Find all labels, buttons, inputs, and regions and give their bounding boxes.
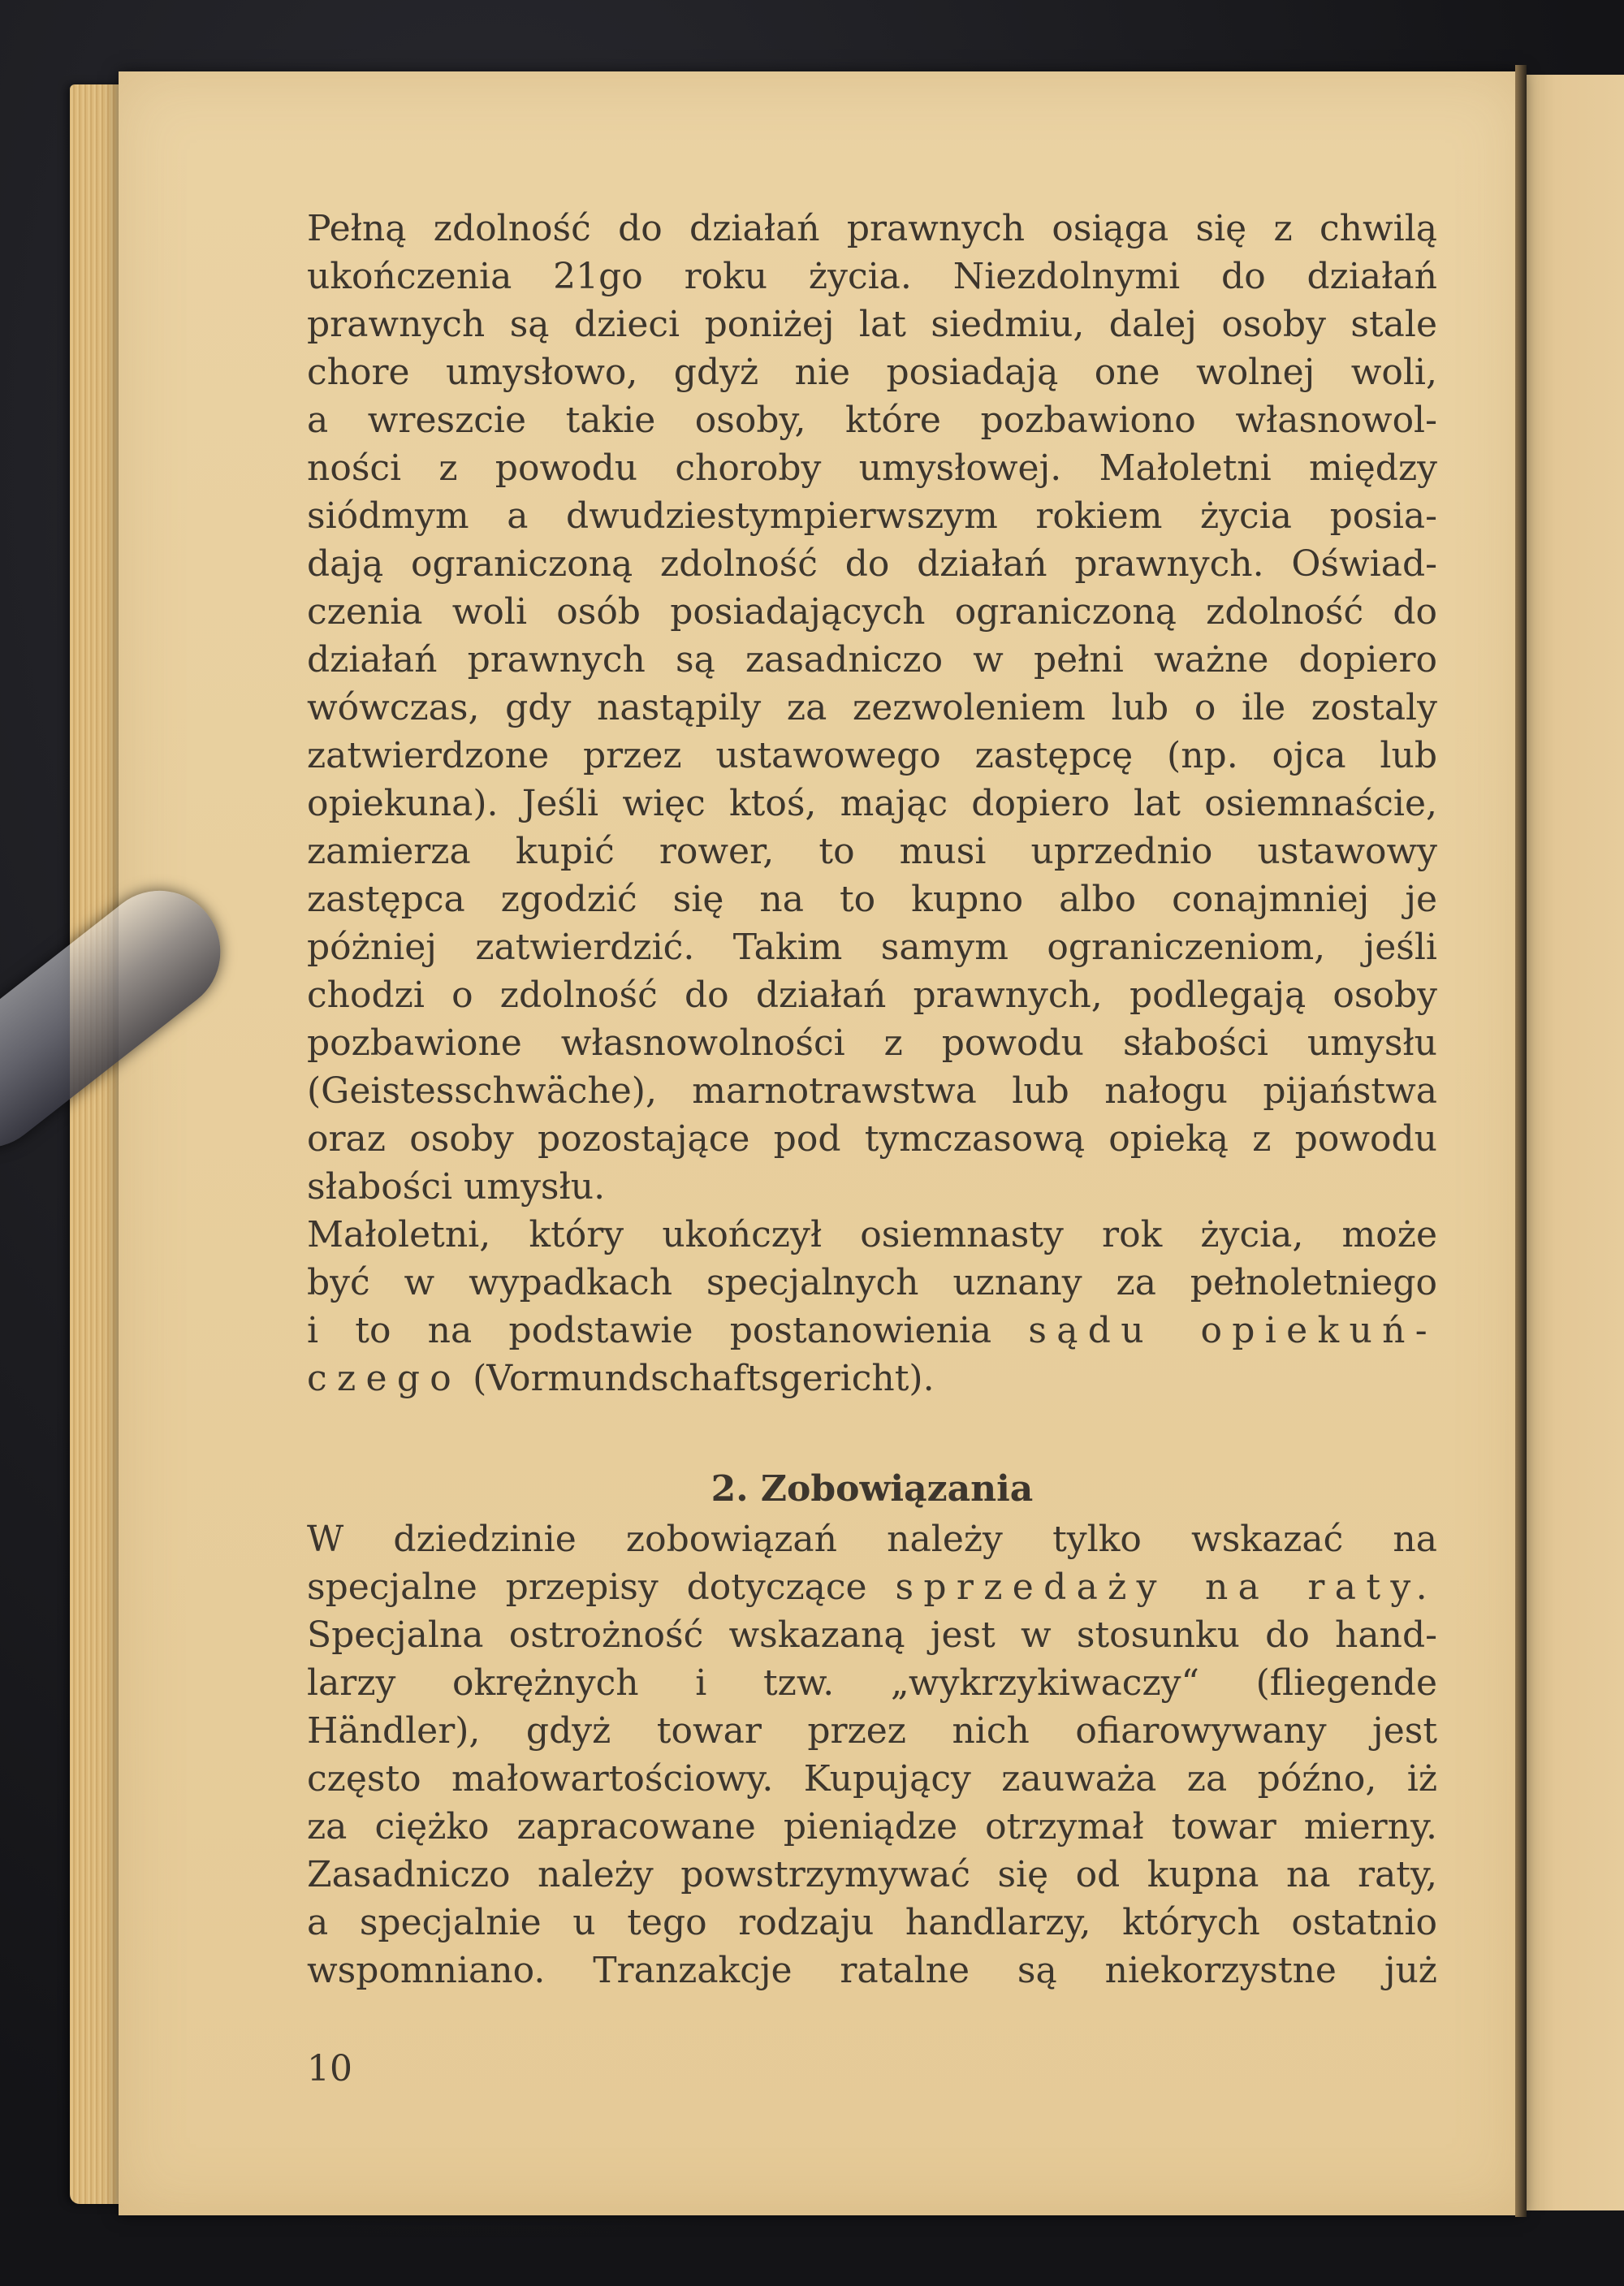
text-line: Händler), gdyż towar przez nich ofiarowywany jest bbox=[307, 1710, 1437, 1752]
paragraph-2 bbox=[307, 1211, 1437, 1402]
text-line bbox=[307, 1307, 1437, 1355]
text-line: Zasadniczo należy powstrzymywać się od kupna na raty, bbox=[307, 1854, 1437, 1895]
body-text bbox=[307, 205, 1437, 1402]
text-line: pozbawione własnowolności z powodu słabości umysłu bbox=[307, 1022, 1437, 1064]
text-line: póżniej zatwierdzić. Takim samym ograniczeniom, jeśli bbox=[307, 927, 1437, 968]
spine-shadow bbox=[1515, 65, 1527, 2217]
text-line: chore umysłowo, gdyż nie posiadają one wolnej woli, bbox=[307, 352, 1437, 393]
spaced-text: sprzedaży na raty. bbox=[895, 1566, 1437, 1608]
text-segment: i to na podstawie postanowienia bbox=[307, 1310, 992, 1351]
text-line: często małowartościowy. Kupujący zauważa za późno, iż bbox=[307, 1758, 1437, 1800]
text-line: czenia woli osób posiadających ograniczoną zdolność do bbox=[307, 591, 1437, 633]
text-line: opiekuna). Jeśli więc ktoś, mając dopiero lat osiemnaście, bbox=[307, 783, 1437, 824]
text-line: działań prawnych są zasadniczo w pełni ważne dopiero bbox=[307, 639, 1437, 681]
paragraph-1 bbox=[307, 205, 1437, 1211]
text-line: ukończenia 21go roku życia. Niezdolnymi do działań bbox=[307, 256, 1437, 297]
text-line: larzy okrężnych i tzw. „wykrzykiwaczy“ (fliegende bbox=[307, 1662, 1437, 1704]
text-line: słabości umysłu. bbox=[307, 1166, 606, 1208]
text-line: ności z powodu choroby umysłowej. Małoletni między bbox=[307, 447, 1437, 489]
text-line: siódmym a dwudziestympierwszym rokiem życia posia- bbox=[307, 495, 1437, 537]
text-line: Pełną zdolność do działań prawnych osiąga się z chwilą bbox=[307, 208, 1437, 249]
text-line: wówczas, gdy nastąpily za zezwoleniem lub o ile zostaly bbox=[307, 687, 1437, 728]
text-line: Małoletni, który ukończył osiemnasty rok życia, może bbox=[307, 1214, 1437, 1255]
text-line: a specjalnie u tego rodzaju handlarzy, których ostatnio bbox=[307, 1902, 1437, 1943]
text-segment: specjalne przepisy dotyczące bbox=[307, 1566, 867, 1608]
text-line: prawnych są dzieci poniżej lat siedmiu, dalej osoby stale bbox=[307, 304, 1437, 345]
section-heading: 2. Zobowiązania bbox=[710, 1468, 1034, 1510]
facing-page-edge bbox=[1527, 75, 1624, 2210]
text-line bbox=[307, 1355, 1437, 1402]
body-text-2 bbox=[307, 1515, 1437, 1994]
text-line: W dziedzinie zobowiązań należy tylko wskazać na bbox=[307, 1519, 1437, 1560]
text-line: być w wypadkach specjalnych uznany za pełnoletniego bbox=[307, 1262, 1437, 1303]
text-line: a wreszcie takie osoby, które pozbawiono własnowol- bbox=[307, 400, 1437, 441]
page-number: 10 bbox=[307, 2048, 352, 2089]
text-segment: (Vormundschaftsgericht). bbox=[473, 1358, 935, 1399]
text-line: zastępca zgodzić się na to kupno albo conajmniej je bbox=[307, 879, 1437, 920]
text-line: oraz osoby pozostające pod tymczasową opieką z powodu bbox=[307, 1118, 1437, 1160]
text-line: zamierza kupić rower, to musi uprzednio ustawowy bbox=[307, 831, 1437, 872]
text-line bbox=[307, 1563, 1437, 1611]
text-line: zatwierdzone przez ustawowego zastępcę (np. ojca lub bbox=[307, 735, 1437, 776]
text-line: dają ograniczoną zdolność do działań prawnych. Oświad- bbox=[307, 543, 1437, 585]
text-line: (Geistesschwäche), marnotrawstwa lub nałogu pijaństwa bbox=[307, 1070, 1437, 1112]
text-line: chodzi o zdolność do działań prawnych, podlegają osoby bbox=[307, 974, 1437, 1016]
text-line: Specjalna ostrożność wskazaną jest w stosunku do hand- bbox=[307, 1614, 1437, 1656]
text-line: za ciężko zapracowane pieniądze otrzymał towar mierny. bbox=[307, 1806, 1437, 1847]
spaced-text: sądu opiekuń- bbox=[1028, 1310, 1437, 1351]
text-line: wspomniano. Tranzakcje ratalne są niekorzystne już bbox=[307, 1950, 1437, 1991]
paragraph-3 bbox=[307, 1515, 1437, 1994]
spaced-text: czego bbox=[307, 1358, 462, 1399]
